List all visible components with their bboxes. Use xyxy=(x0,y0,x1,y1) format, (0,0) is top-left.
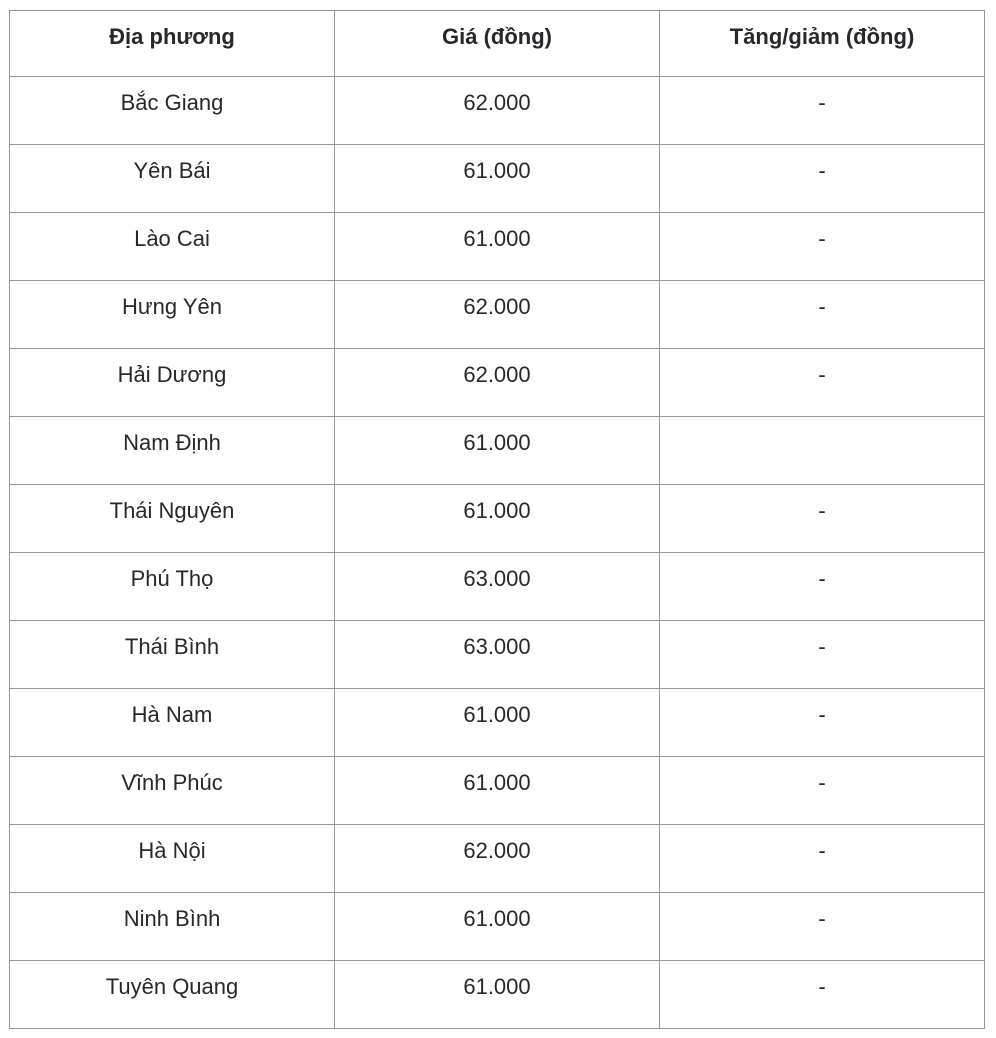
cell-change: - xyxy=(660,349,985,417)
cell-province: Thái Bình xyxy=(10,621,335,689)
cell-change: - xyxy=(660,281,985,349)
cell-province: Bắc Giang xyxy=(10,77,335,145)
cell-price: 63.000 xyxy=(335,621,660,689)
price-table xyxy=(9,10,985,1029)
table-row xyxy=(10,893,985,961)
table-row xyxy=(10,281,985,349)
table-row xyxy=(10,145,985,213)
table-row xyxy=(10,757,985,825)
cell-price: 62.000 xyxy=(335,77,660,145)
cell-price: 61.000 xyxy=(335,213,660,281)
table-body xyxy=(10,77,985,1029)
table-row xyxy=(10,961,985,1029)
table-row xyxy=(10,417,985,485)
cell-change xyxy=(660,417,985,485)
cell-price: 61.000 xyxy=(335,485,660,553)
cell-price: 61.000 xyxy=(335,961,660,1029)
cell-province: Hà Nội xyxy=(10,825,335,893)
table-row xyxy=(10,825,985,893)
header-row xyxy=(10,11,985,77)
cell-province: Nam Định xyxy=(10,417,335,485)
table-row xyxy=(10,213,985,281)
cell-price: 62.000 xyxy=(335,825,660,893)
column-header-province: Địa phương xyxy=(10,11,335,77)
cell-change: - xyxy=(660,757,985,825)
cell-change: - xyxy=(660,689,985,757)
cell-price: 61.000 xyxy=(335,145,660,213)
table-row xyxy=(10,689,985,757)
cell-change: - xyxy=(660,77,985,145)
cell-price: 62.000 xyxy=(335,349,660,417)
table-row xyxy=(10,349,985,417)
cell-change: - xyxy=(660,553,985,621)
cell-price: 63.000 xyxy=(335,553,660,621)
cell-province: Hà Nam xyxy=(10,689,335,757)
cell-change: - xyxy=(660,825,985,893)
cell-price: 62.000 xyxy=(335,281,660,349)
cell-province: Vĩnh Phúc xyxy=(10,757,335,825)
column-header-price: Giá (đồng) xyxy=(335,11,660,77)
cell-province: Hải Dương xyxy=(10,349,335,417)
cell-change: - xyxy=(660,961,985,1029)
cell-province: Hưng Yên xyxy=(10,281,335,349)
cell-province: Lào Cai xyxy=(10,213,335,281)
cell-change: - xyxy=(660,893,985,961)
cell-price: 61.000 xyxy=(335,689,660,757)
cell-change: - xyxy=(660,485,985,553)
table-row xyxy=(10,485,985,553)
cell-price: 61.000 xyxy=(335,417,660,485)
table-row xyxy=(10,553,985,621)
cell-province: Ninh Bình xyxy=(10,893,335,961)
cell-province: Phú Thọ xyxy=(10,553,335,621)
table-row xyxy=(10,77,985,145)
column-header-change: Tăng/giảm (đồng) xyxy=(660,11,985,77)
cell-change: - xyxy=(660,145,985,213)
cell-price: 61.000 xyxy=(335,893,660,961)
cell-province: Thái Nguyên xyxy=(10,485,335,553)
cell-change: - xyxy=(660,213,985,281)
cell-price: 61.000 xyxy=(335,757,660,825)
table-row xyxy=(10,621,985,689)
cell-province: Yên Bái xyxy=(10,145,335,213)
cell-change: - xyxy=(660,621,985,689)
cell-province: Tuyên Quang xyxy=(10,961,335,1029)
